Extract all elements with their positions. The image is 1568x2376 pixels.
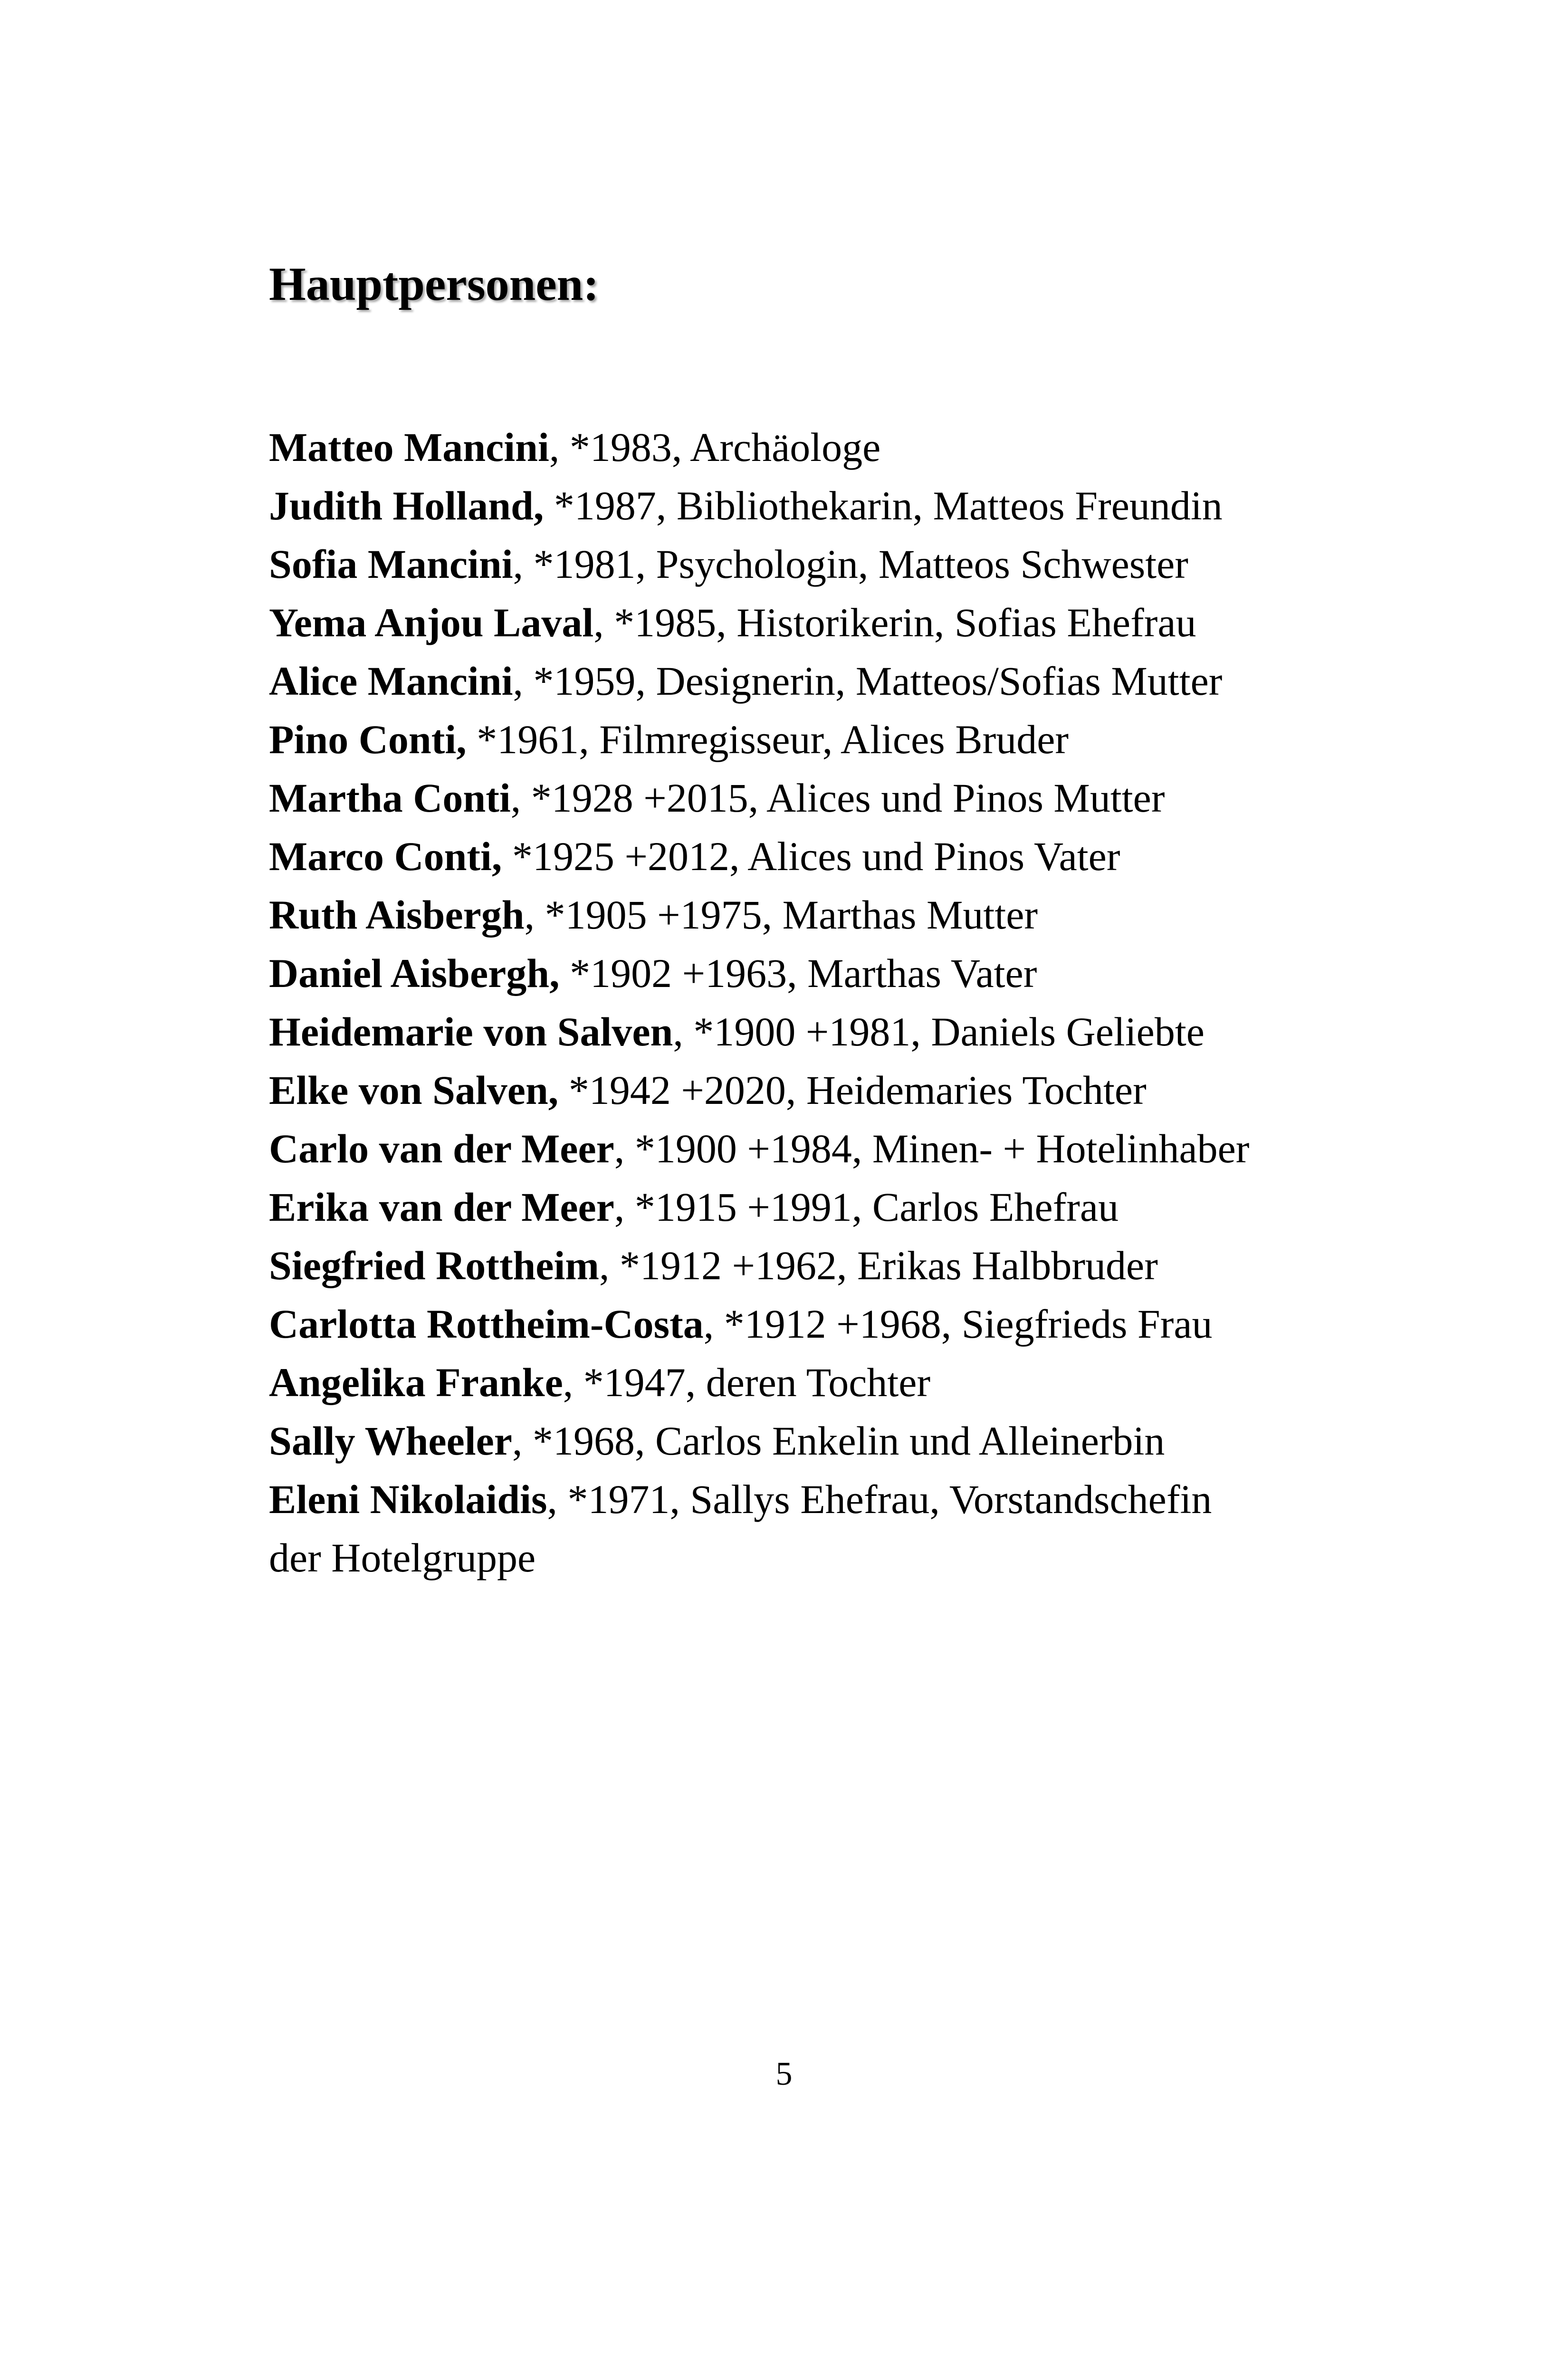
person-name: Marco Conti, <box>269 834 502 879</box>
list-item <box>269 1412 1314 1470</box>
list-item <box>269 418 1314 477</box>
list-item <box>269 1470 1314 1529</box>
person-details: *1925 +2012, Alices und Pinos Vater <box>502 834 1120 879</box>
list-item <box>269 1003 1314 1061</box>
person-details: , *1912 +1962, Erikas Halbbruder <box>599 1243 1158 1288</box>
person-name: Carlotta Rottheim-Costa <box>269 1301 704 1347</box>
person-details: , *1983, Archäologe <box>549 424 881 470</box>
person-details: , *1905 +1975, Marthas Mutter <box>524 892 1038 938</box>
person-details: , *1900 +1984, Minen- + Hotelinhaber <box>614 1126 1250 1171</box>
page-heading: Hauptpersonen: <box>269 258 599 310</box>
person-details: *1987, Bibliothekarin, Matteos Freundin <box>544 483 1223 528</box>
list-item <box>269 594 1314 652</box>
list-item <box>269 1061 1314 1120</box>
person-name: Sofia Mancini <box>269 541 513 587</box>
person-details: *1942 +2020, Heidemaries Tochter <box>558 1067 1147 1113</box>
list-item <box>269 944 1314 1003</box>
person-name: Erika van der Meer <box>269 1184 614 1230</box>
person-name: Eleni Nikolaidis <box>269 1476 547 1522</box>
person-name: Yema Anjou Laval <box>269 600 594 645</box>
person-name: Pino Conti, <box>269 717 467 762</box>
person-details: , *1928 +2015, Alices und Pinos Mutter <box>510 775 1165 821</box>
person-name: Elke von Salven, <box>269 1067 559 1113</box>
person-name: Siegfried Rottheim <box>269 1243 600 1288</box>
person-details: , *1900 +1981, Daniels Geliebte <box>673 1009 1205 1054</box>
person-name: Heidemarie von Salven <box>269 1009 673 1054</box>
list-item <box>269 710 1314 769</box>
list-item <box>269 1120 1314 1178</box>
person-details: , *1915 +1991, Carlos Ehefrau <box>614 1184 1119 1230</box>
person-name: Martha Conti <box>269 775 511 821</box>
list-item-continuation: der Hotelgruppe <box>269 1535 536 1581</box>
person-name: Matteo Mancini <box>269 424 549 470</box>
list-item <box>269 827 1314 886</box>
list-item <box>269 477 1314 535</box>
person-details: , *1912 +1968, Siegfrieds Frau <box>703 1301 1213 1347</box>
person-details: *1902 +1963, Marthas Vater <box>559 950 1037 996</box>
person-name: Ruth Aisbergh <box>269 892 525 938</box>
list-item <box>269 535 1314 594</box>
person-details: , *1947, deren Tochter <box>563 1360 931 1405</box>
person-details: , *1981, Psychologin, Matteos Schwester <box>513 541 1188 587</box>
person-name: Carlo van der Meer <box>269 1126 614 1171</box>
list-item <box>269 886 1314 944</box>
list-item <box>269 1353 1314 1412</box>
list-item <box>269 769 1314 827</box>
person-details: , *1985, Historikerin, Sofias Ehefrau <box>593 600 1196 645</box>
person-details: *1961, Filmregisseur, Alices Bruder <box>466 717 1069 762</box>
person-name: Sally Wheeler <box>269 1418 512 1464</box>
person-name: Judith Holland, <box>269 483 544 528</box>
person-details: , *1968, Carlos Enkelin und Alleinerbin <box>512 1418 1165 1464</box>
person-name: Daniel Aisbergh, <box>269 950 560 996</box>
person-details: , *1971, Sallys Ehefrau, Vorstandschefin <box>547 1476 1212 1522</box>
list-item <box>269 1178 1314 1236</box>
list-item <box>269 1295 1314 1353</box>
person-details: , *1959, Designerin, Matteos/Sofias Mutter <box>513 658 1223 704</box>
page-number: 5 <box>775 2056 793 2092</box>
list-item <box>269 652 1314 710</box>
person-name: Alice Mancini <box>269 658 513 704</box>
list-item <box>269 1236 1314 1295</box>
character-list <box>269 418 1314 1587</box>
person-name: Angelika Franke <box>269 1360 563 1405</box>
